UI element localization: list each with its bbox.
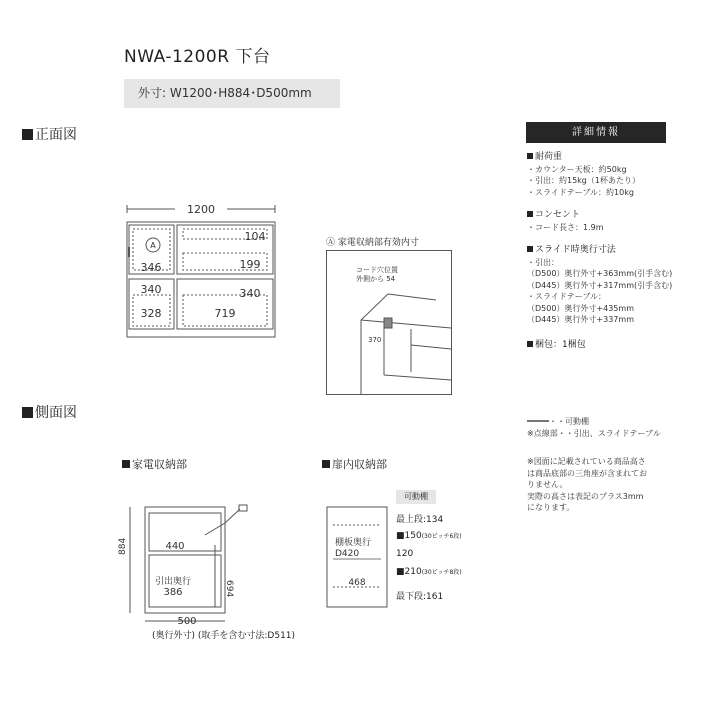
square-bullet-icon [322, 460, 330, 468]
front-view-heading [22, 124, 77, 144]
outlet-item: ・コード長さ：1.9m [527, 222, 604, 232]
appliance-note: (奥行外寸) (取手を含む寸法:D511) [152, 631, 296, 641]
package-text: 梱包：1梱包 [535, 339, 586, 350]
note-line: 実際の高さは表記のプラス3mm [527, 491, 644, 501]
drawer-depth: 386 [163, 587, 183, 598]
inset-dim-370: 370 [368, 336, 382, 344]
outlet-title [527, 210, 692, 222]
pitch2-bullet: ■ [396, 567, 405, 577]
slide-title [527, 245, 692, 257]
front-dim-199: 199 [239, 258, 261, 271]
appliance-side-drawing [115, 495, 315, 640]
appliance-heading [122, 456, 187, 472]
door-label: 扉内収納部 [332, 458, 387, 471]
details-panel [527, 148, 692, 351]
front-dim-104: 104 [244, 230, 266, 243]
shelf-mid: 120 [396, 549, 414, 559]
door-side-drawing [325, 495, 395, 615]
load-item: ・カウンター天板：約50kg [527, 164, 627, 174]
note-line: りません。 [527, 480, 568, 489]
pitch2-note: (30ピッチ8段) [421, 569, 462, 576]
square-bullet-icon [527, 153, 533, 159]
load-item: ・引出：約15kg（1杯あたり） [527, 176, 640, 185]
inset-a-label: Ⓐ [326, 238, 336, 248]
appliance-inner-height: 694 [224, 580, 234, 598]
pitch2-value: 210 [404, 567, 422, 577]
front-dim-328: 328 [140, 307, 162, 320]
shelf-line-icon [527, 420, 549, 422]
door-dim-468: 468 [348, 578, 366, 588]
load-title-text: 耐荷重 [535, 152, 563, 162]
front-view-label: 正面図 [35, 127, 77, 143]
front-dim-719: 719 [214, 307, 236, 320]
inset-caption [326, 235, 419, 248]
shelf-bottom: 最下段:161 [396, 592, 444, 602]
slide-item: （D445）奥行外寸+337mm [527, 315, 634, 324]
slide-item: ・スライドテーブル： [527, 292, 607, 301]
movable-shelf-badge: 可動棚 [396, 490, 436, 504]
pitch1-note: (30ピッチ6段) [421, 533, 462, 540]
front-dim-340a: 340 [140, 283, 162, 296]
dimensions-badge: 外寸: W1200･H884･D500mm [124, 79, 340, 108]
slide-item: （D500）奥行外寸+435mm [527, 303, 634, 313]
legend-movable [527, 416, 692, 428]
front-a-mark: A [150, 241, 156, 250]
front-dim-340b: 340 [239, 287, 261, 300]
package-line [527, 340, 692, 352]
slide-item: ・引出： [527, 257, 559, 267]
side-view-label: 側面図 [35, 405, 77, 421]
front-width-label: 1200 [187, 203, 215, 216]
square-bullet-icon [122, 460, 130, 468]
front-view-drawing [115, 195, 285, 345]
drawer-label: 引出奥行 [154, 577, 192, 587]
square-bullet-icon [527, 211, 533, 217]
square-bullet-icon [527, 246, 533, 252]
shelf-depth: D420 [335, 549, 360, 559]
pitch1-value: 150 [404, 531, 422, 541]
load-title [527, 152, 692, 164]
side-view-heading [22, 402, 77, 422]
square-bullet-icon [22, 407, 33, 418]
load-item: ・スライドテーブル：約10kg [527, 187, 634, 197]
door-heading [322, 456, 387, 472]
notes-block [527, 456, 692, 514]
pitch1-bullet: ■ [396, 531, 405, 541]
note-line: は商品底部の三角座が含まれてお [527, 468, 647, 478]
note-line: になります。 [527, 503, 575, 512]
note-line: ※図面に記載されている商品高さ [527, 457, 646, 466]
front-dim-346: 346 [140, 261, 162, 274]
legend-dashed: ※点線部・・引出、スライドテーブル [527, 428, 661, 438]
inset-caption-text: 家電収納部有効内寸 [337, 238, 419, 248]
legend-movable-text: ・・可動棚 [549, 417, 589, 426]
shelf-pitch1 [396, 531, 462, 541]
inset-cord-note-2: 外側から 54 [356, 275, 396, 283]
shelf-pitch2 [396, 567, 462, 577]
shelf-top: 最上段:134 [396, 515, 444, 525]
slide-title-text: スライド時奥行寸法 [535, 245, 616, 255]
appliance-height: 884 [118, 537, 128, 555]
inset-cord-note-1: コード穴位置 [356, 266, 398, 274]
product-title: NWA-1200R 下台 [124, 47, 271, 67]
appliance-label: 家電収納部 [132, 458, 187, 471]
square-bullet-icon [527, 341, 533, 347]
square-bullet-icon [22, 129, 33, 140]
details-header: 詳細情報 [526, 122, 666, 143]
appliance-depth: 440 [165, 541, 185, 552]
slide-item: （D500）奥行外寸+363mm(引手含む) [527, 269, 673, 278]
shelf-depth-label: 棚板奥行 [335, 538, 372, 548]
outlet-title-text: コンセント [535, 210, 581, 220]
inset-drawing [326, 250, 452, 395]
legend-block [527, 416, 692, 439]
slide-item: （D445）奥行外寸+317mm(引手含む) [527, 280, 673, 290]
appliance-total-depth: 500 [177, 616, 197, 627]
